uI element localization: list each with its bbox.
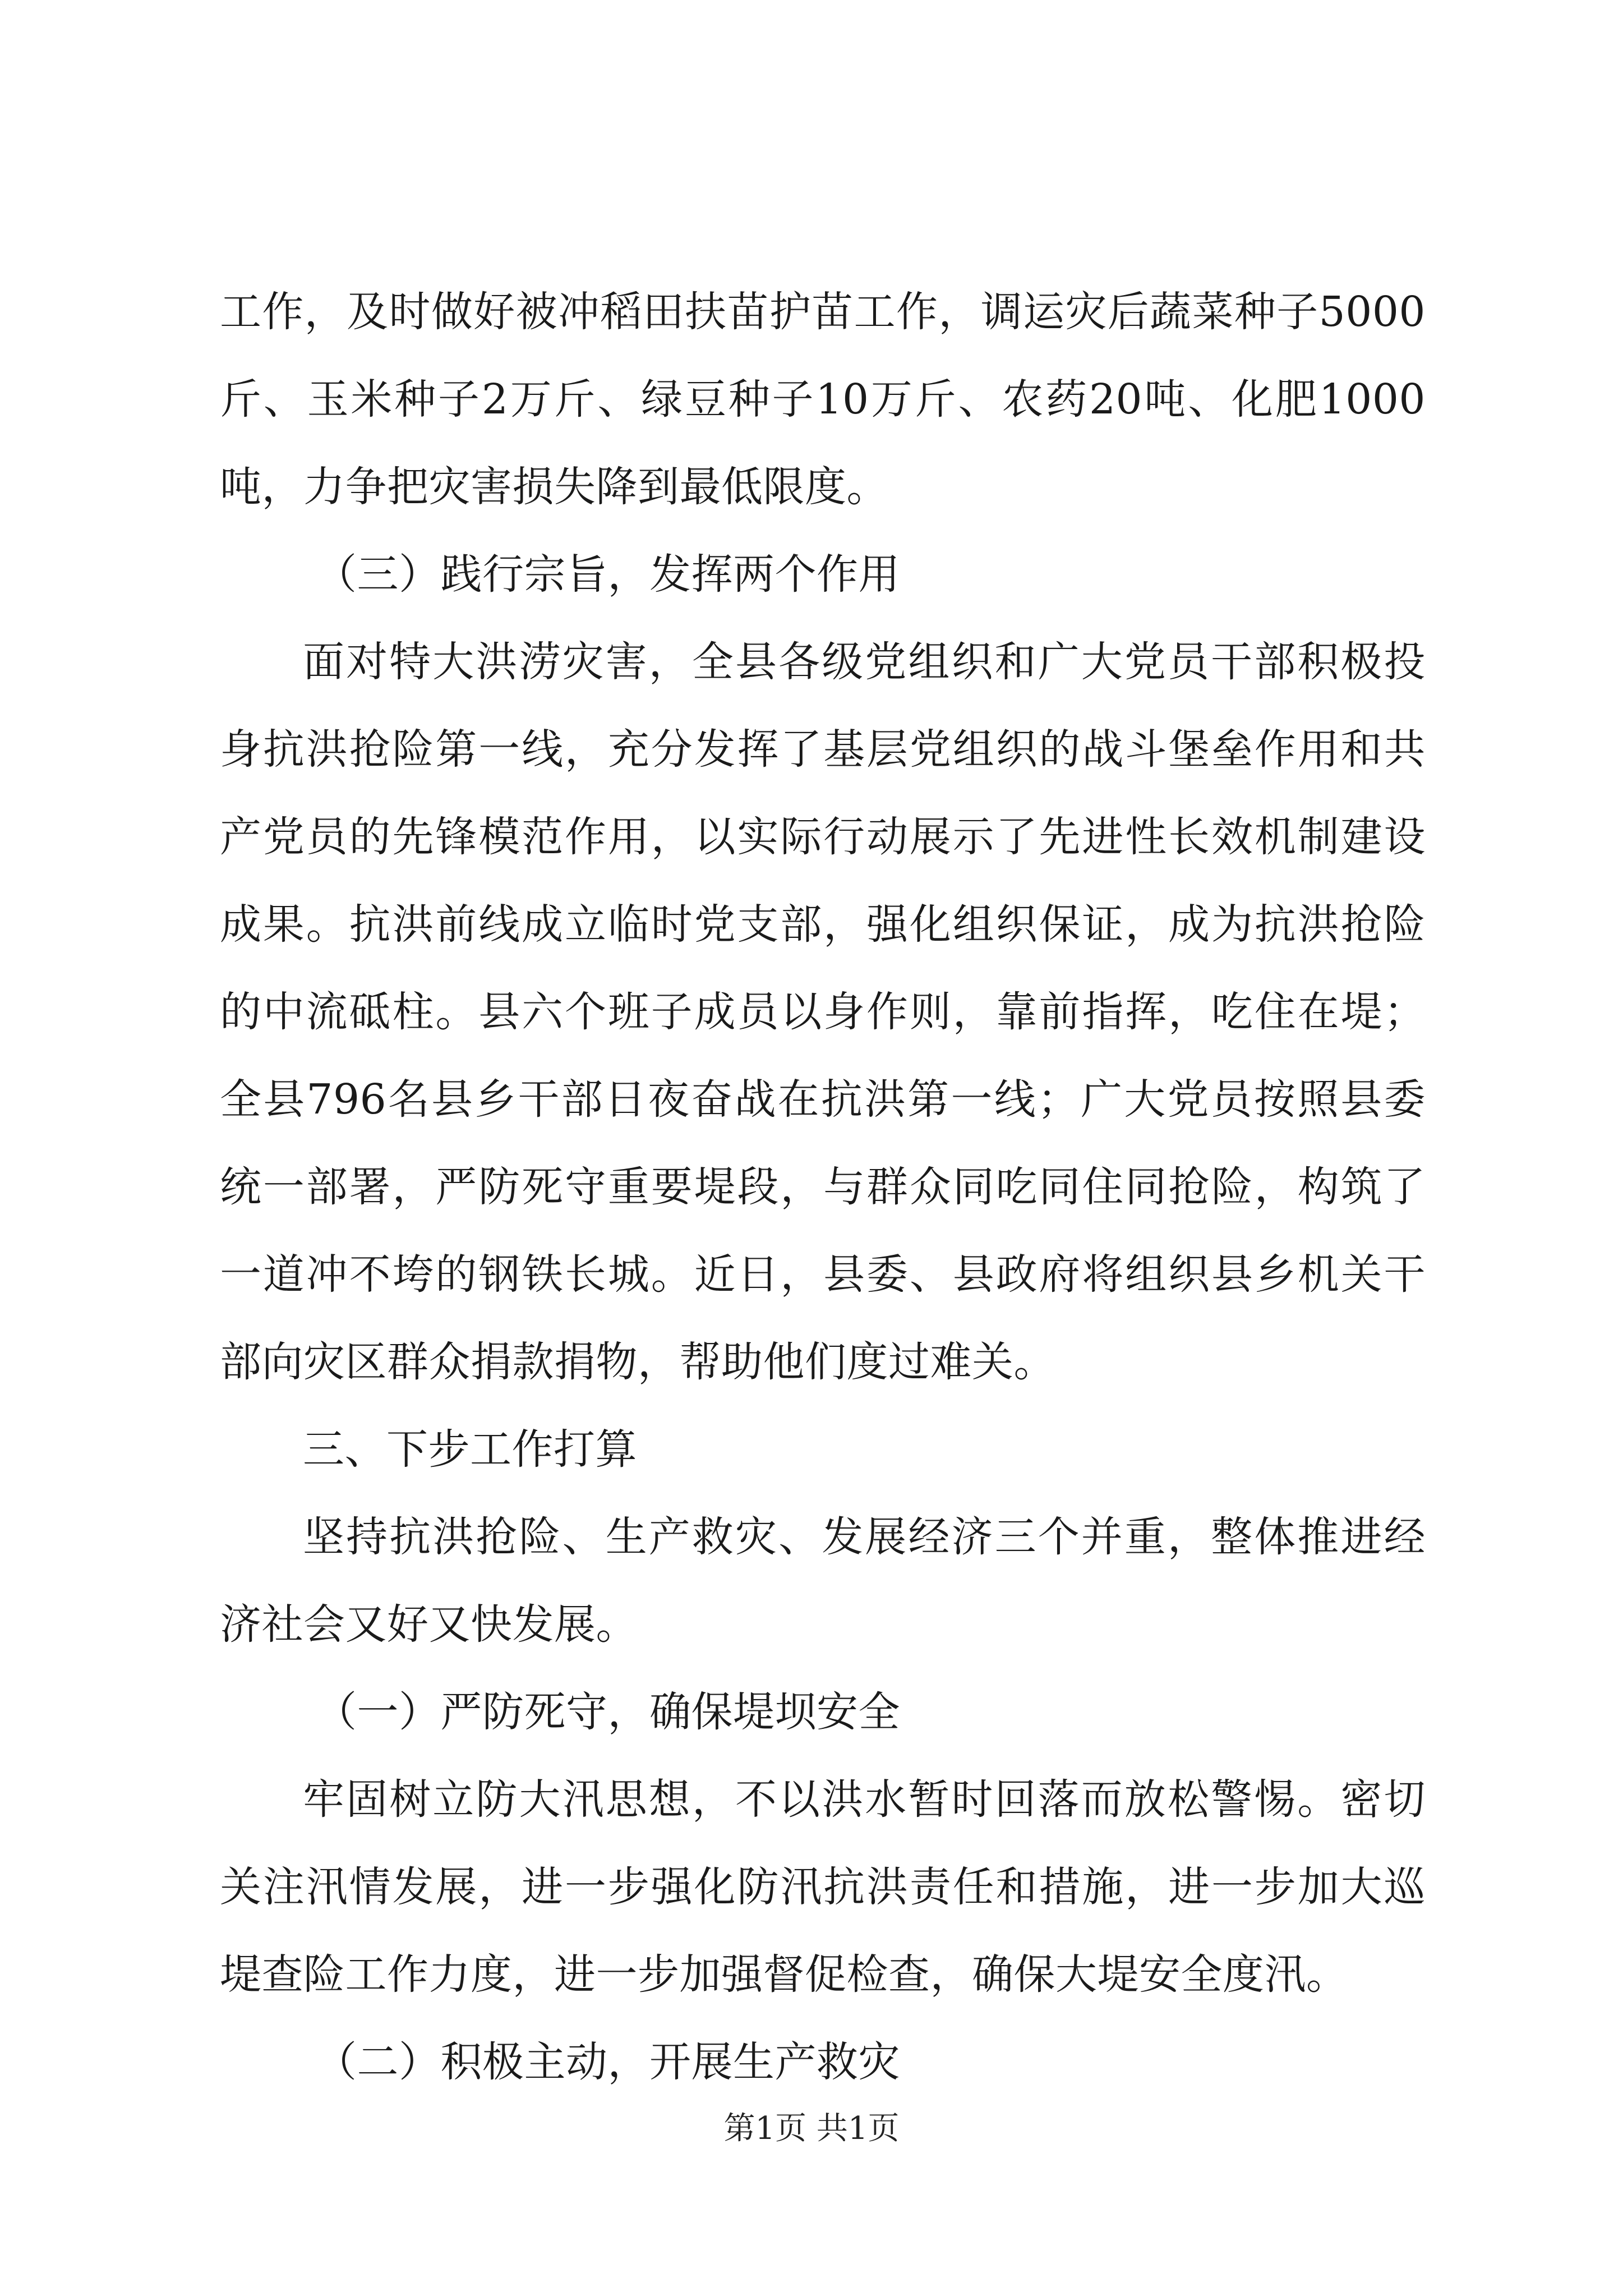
body-line: 济社会又好又快发展。 [220,1600,638,1649]
body-line: 关注汛情发展，进一步强化防汛抗洪责任和措施，进一步加大巡 [220,1863,1426,1911]
body-line: 全县796名县乡干部日夜奋战在抗洪第一线；广大党员按照县委 [220,1075,1426,1124]
body-line: 成果。抗洪前线成立临时党支部，强化组织保证，成为抗洪抢险 [220,900,1426,949]
section-heading: 三、下步工作打算 [303,1425,637,1474]
body-line: 一道冲不垮的钢铁长城。近日，县委、县政府将组织县乡机关干 [220,1250,1426,1299]
body-line: 的中流砥柱。县六个班子成员以身作则，靠前指挥，吃住在堤； [220,988,1426,1036]
body-line: 身抗洪抢险第一线，充分发挥了基层党组织的战斗堡垒作用和共 [220,725,1426,774]
body-line: 牢固树立防大汛思想，不以洪水暂时回落而放松警惕。密切 [303,1775,1426,1824]
body-line: 坚持抗洪抢险、生产救灾、发展经济三个并重，整体推进经 [303,1513,1426,1561]
document-body [220,268,1426,2106]
body-line: 吨，力争把灾害损失降到最低限度。 [220,463,888,511]
body-line: 部向灾区群众捐款捐物，帮助他们度过难关。 [220,1338,1055,1386]
body-line: 统一部署，严防死守重要堤段，与群众同吃同住同抢险，构筑了 [220,1163,1426,1211]
body-line: 产党员的先锋模范作用，以实际行动展示了先进性长效机制建设 [220,813,1426,861]
section-heading: （一）严防死守，确保堤坝安全 [315,1688,900,1736]
body-line: 斤、玉米种子2万斤、绿豆种子10万斤、农药20吨、化肥1000 [220,375,1426,424]
body-line: 堤查险工作力度，进一步加强督促检查，确保大堤安全度汛。 [220,1950,1348,1999]
body-line: 面对特大洪涝灾害，全县各级党组织和广大党员干部积极投 [303,638,1426,686]
page-number: 第1页 共1页 [723,2110,900,2147]
section-heading: （二）积极主动，开展生产救灾 [315,2038,900,2086]
section-heading: （三）践行宗旨，发挥两个作用 [315,550,900,599]
body-line: 工作，及时做好被冲稻田扶苗护苗工作，调运灾后蔬菜种子5000 [220,288,1426,336]
page-footer [0,2106,1623,2151]
